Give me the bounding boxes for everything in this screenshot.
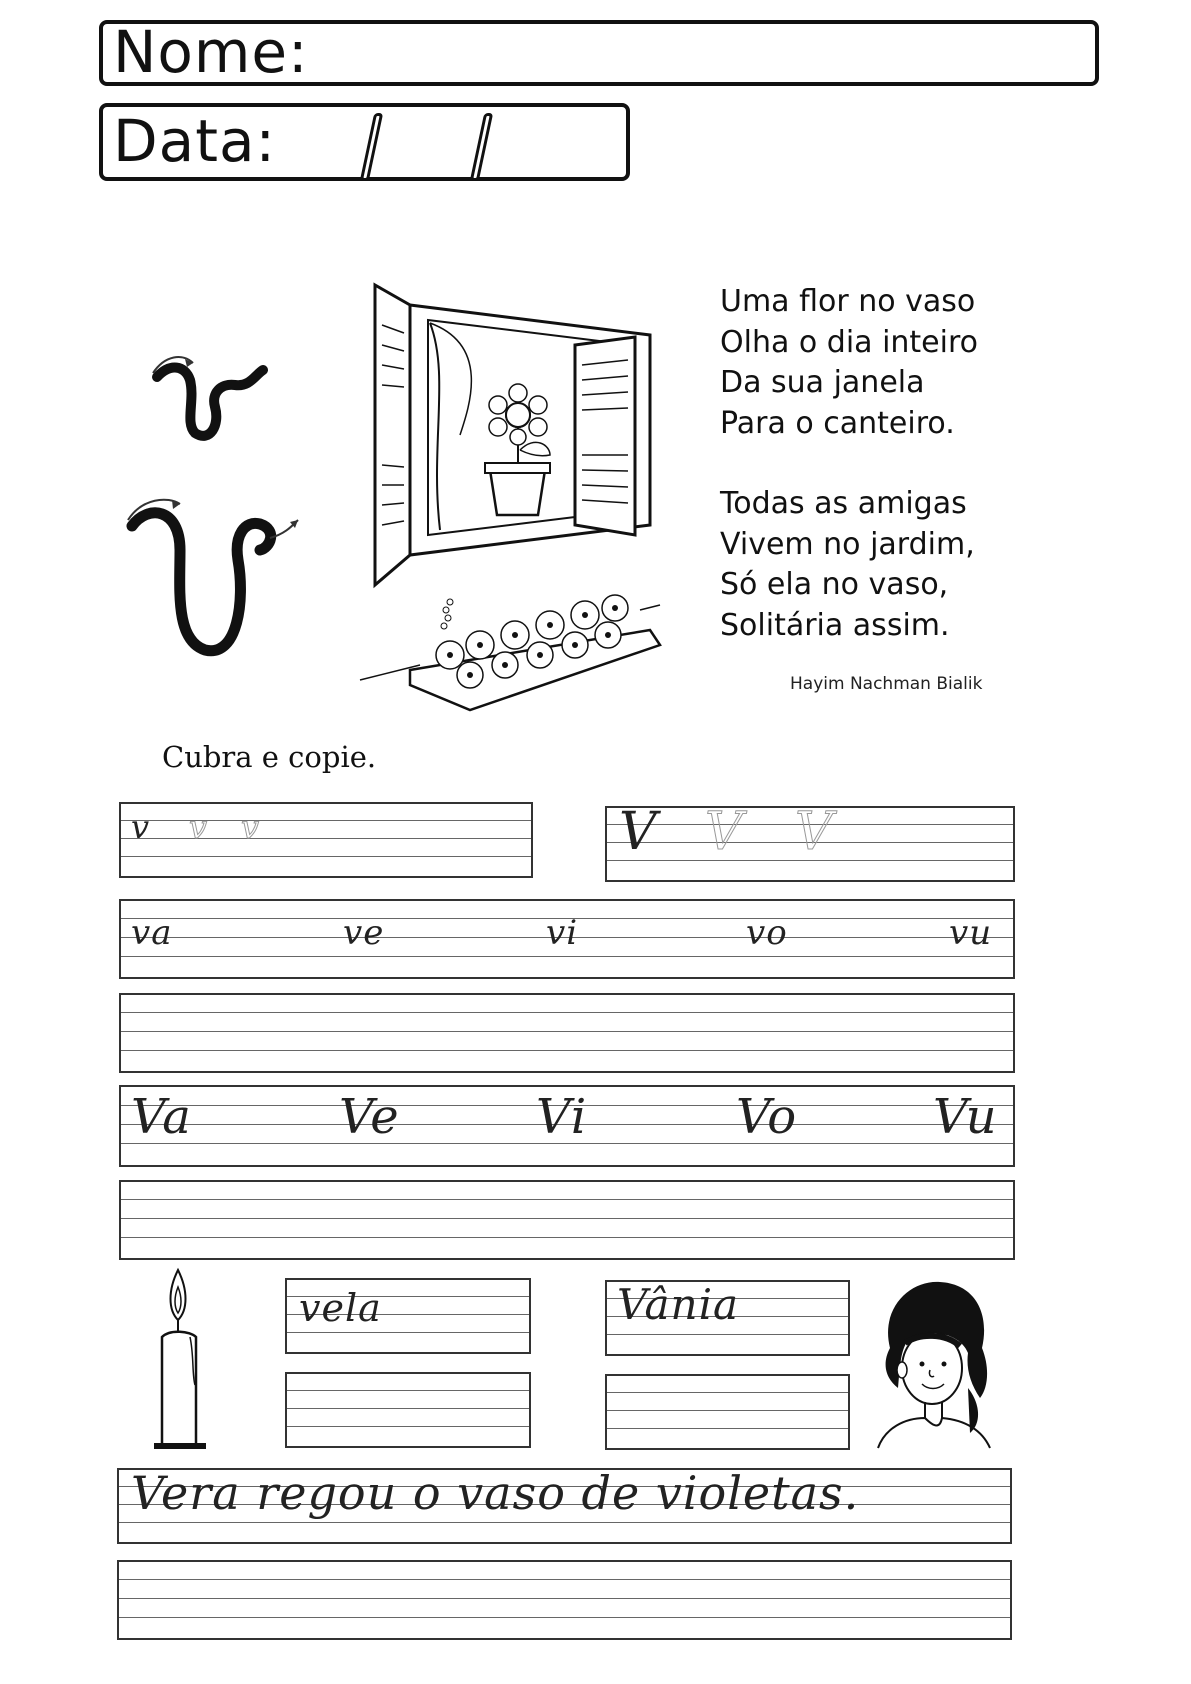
name-box[interactable]	[99, 20, 1099, 86]
syllable-vo: vo	[746, 913, 788, 953]
poem-line: Só ela no vaso,	[720, 567, 949, 602]
poem	[720, 282, 1000, 646]
cursive-v-lower-model	[145, 345, 275, 445]
writing-box-lower-syllables[interactable]	[119, 899, 1015, 979]
syllable-Vu: Vu	[933, 1089, 998, 1145]
word-vania: Vânia	[617, 1280, 740, 1329]
writing-box-upper-v[interactable]	[605, 802, 1015, 882]
syllable-Va: Va	[131, 1089, 192, 1145]
name-label: Nome:	[113, 18, 309, 86]
writing-box-empty[interactable]	[119, 993, 1015, 1073]
word-vela: vela	[299, 1286, 382, 1330]
writing-box-sentence-copy[interactable]	[117, 1560, 1012, 1640]
syllable-Vo: Vo	[736, 1089, 798, 1145]
writing-box-word-vela[interactable]	[285, 1278, 531, 1354]
poem-line: Vivem no jardim,	[720, 526, 975, 562]
trace-letter-v: v	[241, 808, 261, 846]
trace-letter-V: V	[705, 802, 744, 862]
syllable-vi: vi	[546, 913, 579, 953]
writing-box-word-vania[interactable]	[605, 1280, 850, 1356]
syllable-Ve: Ve	[339, 1089, 400, 1145]
date-separator-2	[470, 113, 493, 181]
poem-line: Uma flor no vaso	[720, 284, 976, 319]
model-letter-V: V	[619, 802, 658, 862]
writing-box-sentence[interactable]	[117, 1468, 1012, 1544]
trace-letter-v: v	[189, 808, 209, 846]
exercise-instruction: Cubra e copie.	[162, 740, 377, 774]
candle-illustration	[150, 1265, 220, 1455]
date-separator-1	[360, 113, 383, 181]
syllable-vu: vu	[949, 913, 993, 953]
window-illustration	[370, 285, 670, 605]
writing-box-empty[interactable]	[119, 1180, 1015, 1260]
flower-box-illustration	[360, 590, 660, 720]
trace-letter-V: V	[795, 802, 834, 862]
date-label: Data:	[113, 107, 277, 175]
model-letter-v: v	[131, 808, 151, 846]
poem-line: Para o canteiro.	[720, 405, 955, 441]
poem-line: Da sua janela	[720, 365, 925, 400]
poem-author: Hayim Nachman Bialik	[790, 674, 983, 694]
writing-box-lower-v[interactable]	[119, 802, 533, 878]
writing-box-word-vania-copy[interactable]	[605, 1374, 850, 1450]
poem-line: Todas as amigas	[720, 486, 967, 521]
poem-line: Solitária assim.	[720, 607, 950, 643]
date-box[interactable]	[99, 103, 630, 181]
sentence-vera: Vera regou o vaso de violetas.	[131, 1466, 860, 1520]
syllable-Vi: Vi	[536, 1089, 588, 1145]
syllable-ve: ve	[343, 913, 385, 953]
girl-illustration	[870, 1278, 1000, 1448]
writing-box-upper-syllables[interactable]	[119, 1085, 1015, 1167]
syllable-va: va	[131, 913, 173, 953]
cursive-v-upper-model	[120, 490, 300, 670]
writing-box-word-vela-copy[interactable]	[285, 1372, 531, 1448]
poem-line: Olha o dia inteiro	[720, 324, 979, 360]
